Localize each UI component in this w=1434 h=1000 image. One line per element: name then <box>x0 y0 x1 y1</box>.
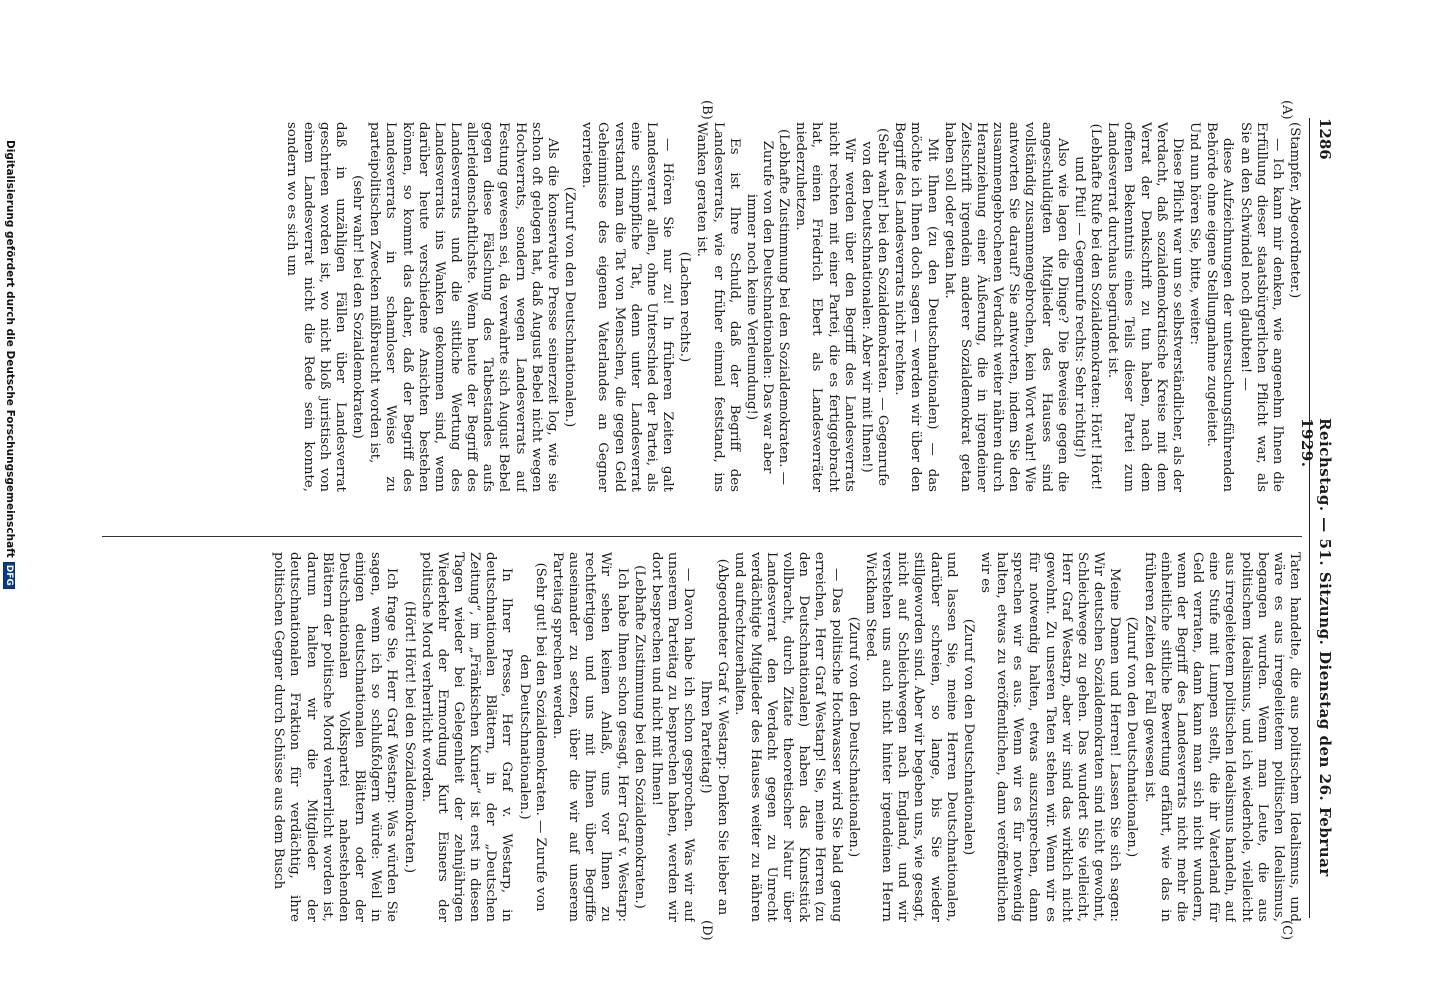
page-number: 1286 <box>1316 118 1334 160</box>
margin-letter-a: (A) <box>1279 100 1294 120</box>
paragraph: Ich habe Ihnen schon gesagt, Herr Graf v. Westarp: Wir sehen keinen Anlaß, uns vor Ihnen zu rechtfertigen und uns mit Ihnen über Begriffe auseinander zu setzen, über die wir auf unserem Parteitag sprechen werden. <box>549 552 630 922</box>
page-header <box>1298 118 1336 918</box>
margin-letter-b: (B) <box>699 100 714 120</box>
paragraph: und lassen Sie, meine Herren Deutschnationalen, darüber schreien, so lange, bis Sie wieder stillgeworden sind. Aber wir begeben uns, wie gesagt, nicht auf Schleichwegen nach England, und wir verstehen uns auch nicht hinter irgendeinen Herrn Wickham Steed. <box>862 552 959 922</box>
paragraph: (Stampfer, Abgeordneter.) <box>1287 122 1302 299</box>
margin-letter-c: (C) <box>1279 920 1294 941</box>
footer-credit <box>3 140 16 589</box>
paragraph: (Hört! Hört! bei den Sozialdemokraten.) <box>401 600 417 874</box>
paragraph: Mit Ihnen (zu den Deutschnationalen) — das möchte ich Ihnen doch sagen — werden wir über den Begriff des Landesverrats nicht rechten. <box>892 122 940 492</box>
paragraph: — Das politische Hochwasser wird Sie bald genug erreichen, Herr Graf Westarp! Sie, meine Herren (zu den Deutschnationalen) haben das Kunststück vollbracht, durch Zitate theoretischer Natur über Landesverrat den Verdacht gegen zu Unrecht verdächtigte Mitglieder des Hauses weiter zu nähren und aufrechtzuerhalten. <box>731 552 844 922</box>
dfg-logo: DFG <box>3 562 15 589</box>
right-column <box>82 552 1302 922</box>
footer-text: Digitalisierung gefördert durch die Deutsche Forschungsgemeinschaft <box>4 140 16 558</box>
paragraph: (Abgeordneter Graf v. Westarp: Denken Sie lieber an Ihren Parteitag!) <box>698 558 730 916</box>
paragraph: Also wie lagen die Dinge? Die Beweise gegen die angeschuldigten Mitglieder des Hauses sind vollständig zusammengebrochen, kein Wort wahr! Wie antworten Sie darauf? Sie antworten, indem Sie den zusammengebrochenen Verdacht weiter nähren durch Heranziehung einer Äußerung, die in irgendeiner Zeitschrift irgendein anderer Sozialdemokrat getan haben soll oder getan hat. <box>941 122 1070 492</box>
paragraph: — Davon habe ich schon gesprochen. Was wir auf unserem Parteitag zu besprechen haben, werden wir dort besprechen und nicht mit Ihnen! <box>648 552 697 922</box>
paragraph: daß in unzähligen Fällen über Landesverrat geschrieen worden ist, wo nicht bloß juristisch von einem Landesverrat nicht die Rede sein konnte, sondern wo es sich um <box>284 122 348 492</box>
paragraph: Es ist Ihre Schuld, daß der Begriff des Landesverrats, wie er früher einmal feststand, ins Wanken geraten ist. <box>694 122 742 492</box>
paragraph: (Zuruf von den Deutschnationalen.) <box>562 186 578 428</box>
paragraph: (Sehr gut! bei den Sozialdemokraten. — Zurufe von den Deutschnationalen.) <box>516 562 548 912</box>
paragraph: Meine Damen und Herren! Lassen Sie sich sagen: Wir deutschen Sozialdemokraten sind nicht gewohnt, Schleichwege zu gehen. Das wundert Sie vielleicht, Herr Graf Westarp, aber wir sind das wirklich nicht gewohnt. Zu unseren Taten stehen wir. Wenn wir es für notwendig halten, etwas auszusprechen, dann sprechen wir es aus. Wenn wir es für notwendig halten, etwas zu veröffentlichen, dann veröffentlichen wir es <box>978 552 1123 922</box>
left-column <box>82 122 1302 492</box>
paragraph: Wir werden über den Begriff des Landesverrats nicht rechten mit einer Partei, die es fertiggebracht hat, einen Friedrich Ebert als Landesverräter niederzuhetzen. <box>793 122 857 492</box>
column-divider <box>102 536 1302 537</box>
paragraph: (Lebhafte Rufe bei den Sozialdemokraten: Hört! Hört! und Pfui! — Gegenrufe rechts: Sehr richtig!) <box>1071 123 1104 491</box>
paragraph: (Lebhafte Zustimmung bei den Sozialdemokraten.) <box>631 565 647 909</box>
paragraph: Als die konservative Presse seinerzeit log, wie sie schon oft gelogen hat, daß August Bebel nicht wegen Hochverrats, sondern wegen Landesverrats auf Festung gewesen sei, da verwahrte sich August Bebel gegen diese Fälschung des Tatbestandes aufs allerleidenschaftlichste. Wenn heute der Begriff des Landesverrats und die sittliche Wertung des Landesverrats ins Wanken gekommen sind, wenn darüber heute verschiedene Ansichten bestehen können, so kommt das daher, daß der Begriff des Landesverrats in schamloser Weise zu parteipolitischen Zwecken mißbraucht worden ist, <box>367 122 560 492</box>
paragraph: (Zuruf von den Deutschnationalen.) <box>1124 616 1140 858</box>
paragraph: diese Aufzeichnungen der untersuchungsführenden Behörde ohne eigene Stellungnahme zugeleitet. <box>1204 122 1236 492</box>
paragraph: (sehr wahr! bei den Sozialdemokraten) <box>350 175 366 439</box>
paragraph: Ich frage Sie, Herr Graf Westarp: Was würden Sie sagen, wenn ich so schlußfolgern würde: Weil in einigen deutschnationalen Blättern oder der Deutschnationalen Volkspartei nahestehenden Blättern der politische Mord verherrlicht worden ist, darum halten wir die Mitglieder der deutschnationalen Fraktion für verdächtig, ihre politischen Gegner durch Schüsse aus dem Busch <box>271 552 400 922</box>
paragraph: (Zuruf von den Deutschnationalen) <box>960 618 976 856</box>
margin-letter-d: (D) <box>699 920 714 941</box>
page-title: Reichstag. — 51. Sitzung. Dienstag den 26. Februar 1929. <box>1298 418 1334 877</box>
paragraph: (Lachen rechts.) <box>677 251 693 363</box>
paragraph: (Zuruf von den Deutschnationalen.) <box>845 616 861 858</box>
paragraph: Diese Pflicht war um so selbstverständlicher, als der Verdacht, daß sozialdemokratische Kreise mit dem Verrat der Denkschrift zu tun haben, nach dem offenen Bekenntnis eines Teils dieser Partei zum Landesverrat durchaus begründet ist. <box>1105 122 1185 492</box>
paragraph: — Ich kann mir denken, wie angenehm Ihnen die Erfüllung dieser staatsbürgerlichen Pflicht war, als Sie an den Schwindel noch glaubten! — <box>1237 122 1285 492</box>
paragraph: (Lebhafte Zustimmung bei den Sozialdemokraten. — Zurufe von den Deutschnationalen: Das war aber immer noch keine Verleumdung!) <box>743 128 792 485</box>
paragraph: Taten handelte, die aus politischem Idealismus, und wäre es aus irregeleitetem politischen Idealismus, begangen wurden. Wenn man Leute, die aus politischem Idealismus, und ich wiederhole, vielleicht aus irregeleitetem politischen Idealismus handeln, auf eine Stufe mit Lumpen stellt, die ihr Vaterland für Geld verraten, dann kann man sich nicht wundern, wenn der Begriff des Landesverrats nicht mehr die einheitliche sittliche Bewertung erfährt, wie das in früheren Zeiten der Fall gewesen ist. <box>1141 552 1302 922</box>
paragraph: — Hören Sie nur zu! In früheren Zeiten galt Landesverrat allen, ohne Unterschied der Partei, als eine schimpfliche Tat, denn unter Landesverrat verstand man die Tat von Menschen, die gegen Geld Geheimnisse des eigenen Vaterlandes an Gegner verrieten. <box>579 122 676 492</box>
paragraph: In Ihrer Presse, Herr Graf v. Westarp, in deutschnationalen Blättern, in der „Deutschen Zeitung“, im „Fränkischen Kurier“ ist erst in diesen Tagen wieder bei Gelegenheit der zehnjährigen Wiederkehr der Ermordung Kurt Eisners der politische Mord verherrlicht worden. <box>418 552 515 922</box>
paragraph: (Sehr wahr! bei den Sozialdemokraten. — Gegenrufe von den Deutschnationalen: Aber wir mit Ihnen!) <box>858 128 891 486</box>
paragraph: Und nun hören Sie, bitte, weiter: <box>1187 122 1203 346</box>
